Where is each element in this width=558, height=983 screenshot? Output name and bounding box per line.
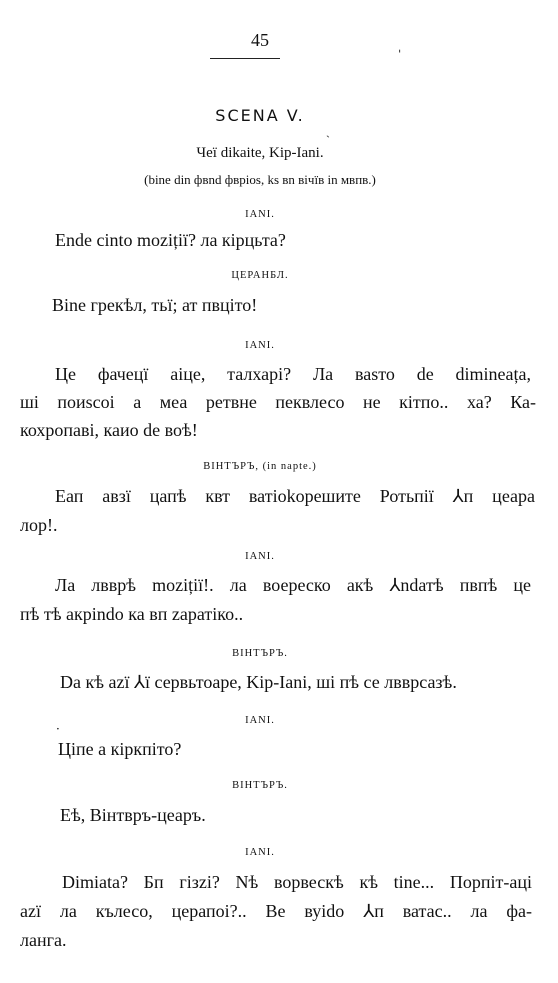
dialogue-line: azї ла кълесо, церапоі?.. Ве вуіdо ⅄п ватас.. ла фа- — [20, 901, 532, 921]
ink-speck: · — [56, 722, 60, 736]
scene-title: SCENA V. — [215, 106, 305, 125]
dialogue-line: ші поиѕсоі а меа ретвне пеквлесо не кітпо.. ха? Ка- — [20, 392, 536, 412]
dialogue-line: кохропаві, каио de воѣ! — [20, 420, 198, 440]
speaker-label: IANI. — [245, 715, 275, 726]
dialogue-line: Ціпе а кіркпіто? — [58, 739, 182, 759]
speaker-label: ВІНТЪРЪ, (in napte.) — [203, 461, 317, 472]
speaker-label: ЦЕРАНБЛ. — [231, 270, 289, 281]
dialogue-line: Ende cinto mozițiї? ла кірцьта? — [55, 230, 286, 250]
speaker-label: ВІНТЪРЪ. — [232, 648, 288, 659]
speaker-label: IANI. — [245, 209, 275, 220]
dialogue-line: Віnе грекѣл, тьї; ат пвціто! — [52, 295, 258, 315]
dialogue-line: пѣ тѣ акрindо ка вп zаратіко.. — [20, 604, 244, 624]
speaker-label: IANI. — [245, 847, 275, 858]
dialogue-line: лор!. — [20, 515, 58, 535]
page-number-rule — [210, 58, 280, 59]
ink-speck: ˌ — [398, 40, 402, 54]
dialogue-line: Dimiata? Бп гізzi? Nѣ ворвескѣ кѣ tinе... Порпіт-аці — [62, 872, 532, 892]
speaker-label: IANI. — [245, 340, 275, 351]
dialogue-line: Dа кѣ azї ⅄ї сервьтоаре, Kip-Iani, ші пѣ се лвврсазѣ. — [60, 672, 457, 692]
ink-speck: ˏ — [326, 124, 330, 138]
dialogue-line: Це фачецї аіце, талхарі? Ла ваѕто de diminеața, — [55, 364, 531, 384]
dialogue-line: Eѣ, Вінтвръ-цеаръ. — [60, 805, 206, 825]
dialogue-line: Ла лвврѣ mozițiї!. ла воереско акѣ ⅄ndатѣ пвпѣ це — [55, 575, 531, 595]
stage-direction: (bine din фвnd фвpios, ks вn вічїв in мвпв.) — [144, 172, 376, 187]
dialogue-line: Еап авзї цапѣ квт ватіоkорешите Ротьпії ⅄п цеара — [55, 486, 535, 506]
speaker-label: IANI. — [245, 551, 275, 562]
speaker-label: ВІНТЪРЪ. — [232, 780, 288, 791]
dialogue-line: ланга. — [20, 930, 67, 950]
characters-line: Чеї dikaite, Kip-Iani. — [196, 145, 324, 161]
page-number: 45 — [251, 30, 269, 50]
